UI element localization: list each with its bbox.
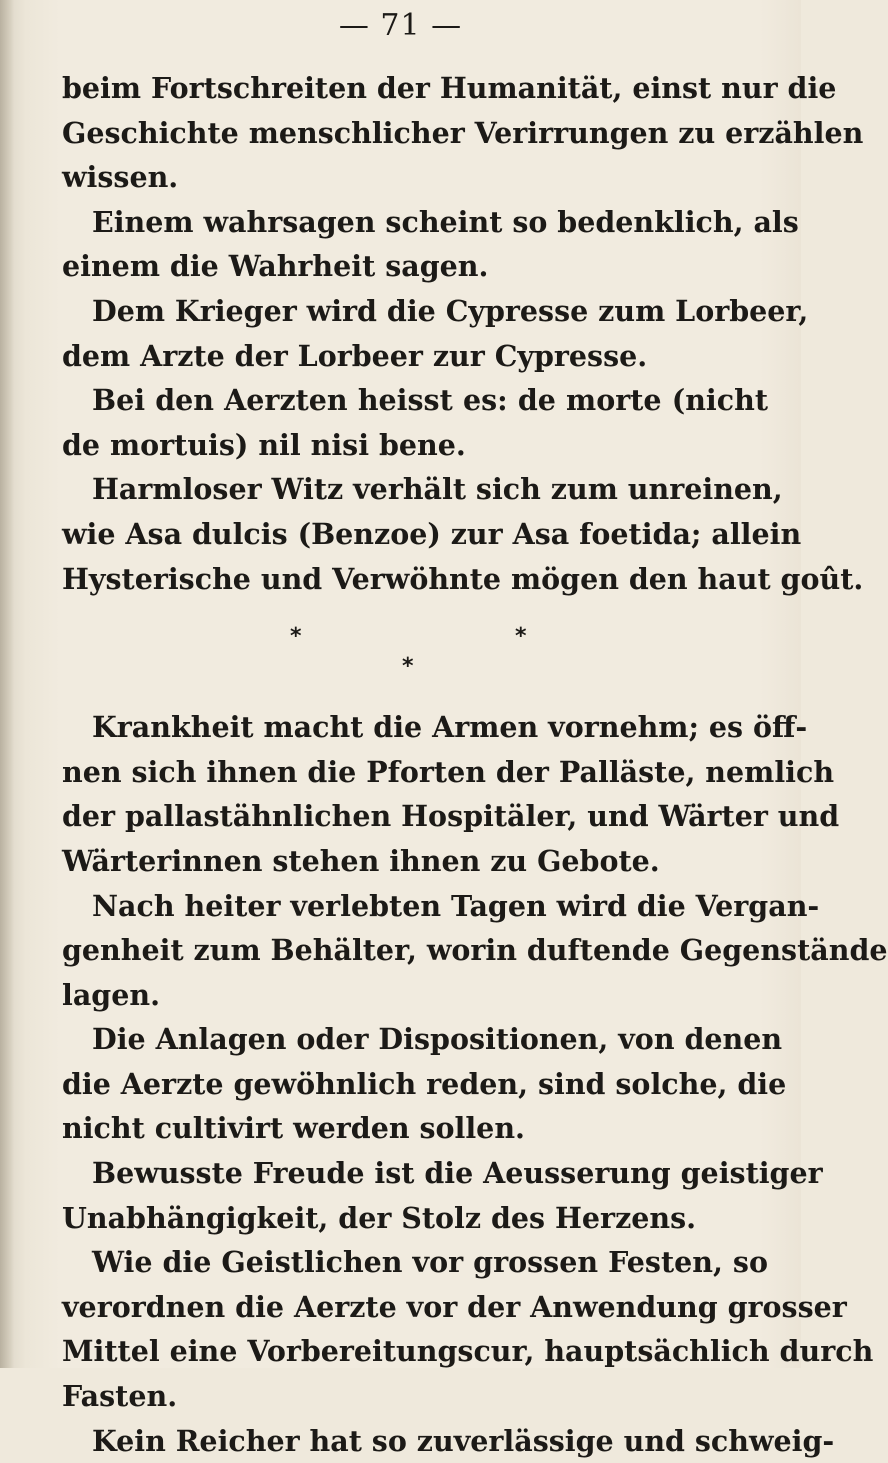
asterisk-bottom: * xyxy=(402,654,414,680)
text-line: wissen. xyxy=(62,160,179,195)
text-line: Wärterinnen stehen ihnen zu Gebote. xyxy=(62,843,660,878)
text-line: Mittel eine Vorbereitungscur, hauptsächlich durch xyxy=(62,1334,874,1369)
text-line: nen sich ihnen die Pforten der Palläste, nemlich xyxy=(62,754,835,789)
text-line: lagen. xyxy=(62,977,160,1012)
asterisk-left: * xyxy=(290,624,302,650)
text-line: Fasten. xyxy=(62,1379,178,1414)
text-line: beim Fortschreiten der Humanität, einst nur die xyxy=(62,71,837,105)
text-line: Dem Krieger wird die Cypresse zum Lorbeer, xyxy=(92,293,809,328)
text-line: Wie die Geistlichen vor grossen Festen, so xyxy=(92,1245,768,1280)
text-line: Geschichte menschlicher Verirrungen zu erzählen xyxy=(62,115,864,150)
text-line: dem Arzte der Lorbeer zur Cypresse. xyxy=(62,338,648,373)
text-line: der pallastähnlichen Hospitäler, und Wärter und xyxy=(62,799,840,834)
text-line: die Aerzte gewöhnlich reden, sind solche, die xyxy=(62,1066,787,1101)
text-line: wie Asa dulcis (Benzoe) zur Asa foetida; allein xyxy=(62,516,802,551)
page-gutter-shadow xyxy=(0,0,14,1368)
asterisk-right: * xyxy=(515,624,527,650)
text-line: Unabhängigkeit, der Stolz des Herzens. xyxy=(62,1200,697,1235)
text-block-top xyxy=(62,66,864,601)
asterism-separator xyxy=(62,601,768,705)
text-block-bottom xyxy=(62,705,888,1463)
text-line: verordnen die Aerzte vor der Anwendung grosser xyxy=(62,1289,847,1324)
text-line: Nach heiter verlebten Tagen wird die Vergan- xyxy=(92,888,820,923)
text-line: Hysterische und Verwöhnte mögen den haut goût. xyxy=(62,561,864,596)
text-line: genheit zum Behälter, worin duftende Gegenstände xyxy=(62,933,888,968)
text-line: einem die Wahrheit sagen. xyxy=(62,249,489,284)
text-line: Bei den Aerzten heisst es: de morte (nicht xyxy=(92,383,768,418)
body-text xyxy=(62,66,888,1463)
page-number: — 71 — xyxy=(338,8,463,43)
text-line: Bewusste Freude ist die Aeusserung geistiger xyxy=(92,1156,823,1191)
text-line: Einem wahrsagen scheint so bedenklich, als xyxy=(92,204,799,239)
text-line: de mortuis) nil nisi bene. xyxy=(62,427,466,462)
text-line: Krankheit macht die Armen vornehm; es öff- xyxy=(92,710,808,745)
text-line: Kein Reicher hat so zuverlässige und schweig- xyxy=(92,1423,835,1458)
text-line: Die Anlagen oder Dispositionen, von denen xyxy=(92,1022,783,1057)
text-line: Harmloser Witz verhält sich zum unreinen, xyxy=(92,472,783,507)
text-line: nicht cultivirt werden sollen. xyxy=(62,1111,525,1146)
